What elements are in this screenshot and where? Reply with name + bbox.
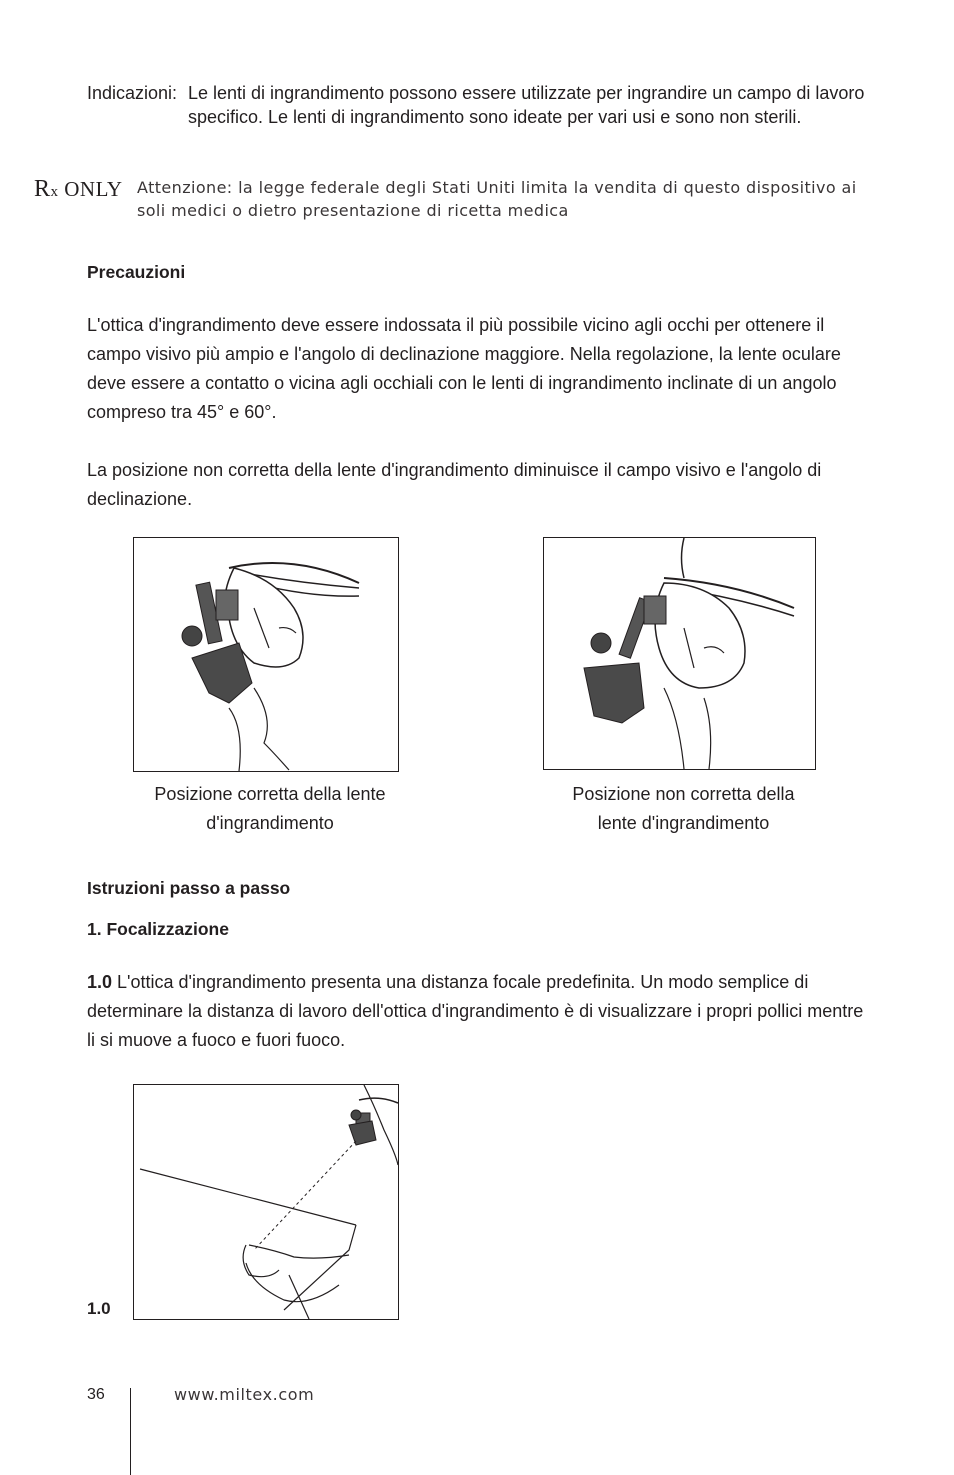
- incorrect-position-illustration: [543, 537, 816, 770]
- incorrect-position-caption: Posizione non corretta della lente d'ingrandimento: [572, 784, 795, 833]
- thumbs-focusing-drawing: [134, 1085, 398, 1319]
- indications-label: Indicazioni:: [87, 83, 178, 103]
- footer-divider: [130, 1388, 131, 1475]
- head-with-loupe-incorrect-drawing: [544, 538, 815, 769]
- precautions-paragraph-2: La posizione non corretta della lente d'ingrandimento diminuisce il campo visivo e l'angolo di declinazione.: [87, 460, 822, 509]
- page-number: 36: [87, 1386, 105, 1403]
- rx-only-logo: Rx ONLY: [34, 176, 123, 202]
- correct-position-illustration: [133, 537, 399, 772]
- focusing-paragraph: 1.0 L'ottica d'ingrandimento presenta una distanza focale predefinita. Un modo semplice di determinare la distanza di lavoro dell'ottica d'ingrandimento è di visualizzare i propri pollici mentre li si muove a fuoco e fuori fuoco.: [87, 972, 864, 1050]
- focusing-heading: 1. Focalizzazione: [87, 919, 229, 939]
- rx-warning-text: Attenzione: la legge federale degli Stati Uniti limita la vendita di questo dispositivo ai soli medici o dietro presentazione di ricetta medica: [137, 178, 857, 220]
- precautions-heading: Precauzioni: [87, 262, 186, 282]
- focusing-figure-label: 1.0: [87, 1299, 111, 1318]
- instructions-heading: Istruzioni passo a passo: [87, 878, 291, 898]
- precautions-paragraph-1: L'ottica d'ingrandimento deve essere indossata il più possibile vicino agli occhi per ottenere il campo visivo più ampio e l'angolo di declinazione maggiore. Nella regolazione, la lente oculare deve essere a contatto o vicina agli occhiali con le lenti di ingrandimento inclinate di un angolo compreso tra 45° e 60°.: [87, 315, 841, 422]
- focusing-illustration: [133, 1084, 399, 1320]
- footer-url: www.miltex.com: [174, 1385, 315, 1404]
- indications-text: Le lenti di ingrandimento possono essere utilizzate per ingrandire un campo di lavoro specifico. Le lenti di ingrandimento sono ideate per vari usi e sono non sterili.: [188, 83, 865, 127]
- head-with-loupe-correct-drawing: [134, 538, 398, 771]
- correct-position-caption: Posizione corretta della lente d'ingrandimento: [154, 784, 386, 833]
